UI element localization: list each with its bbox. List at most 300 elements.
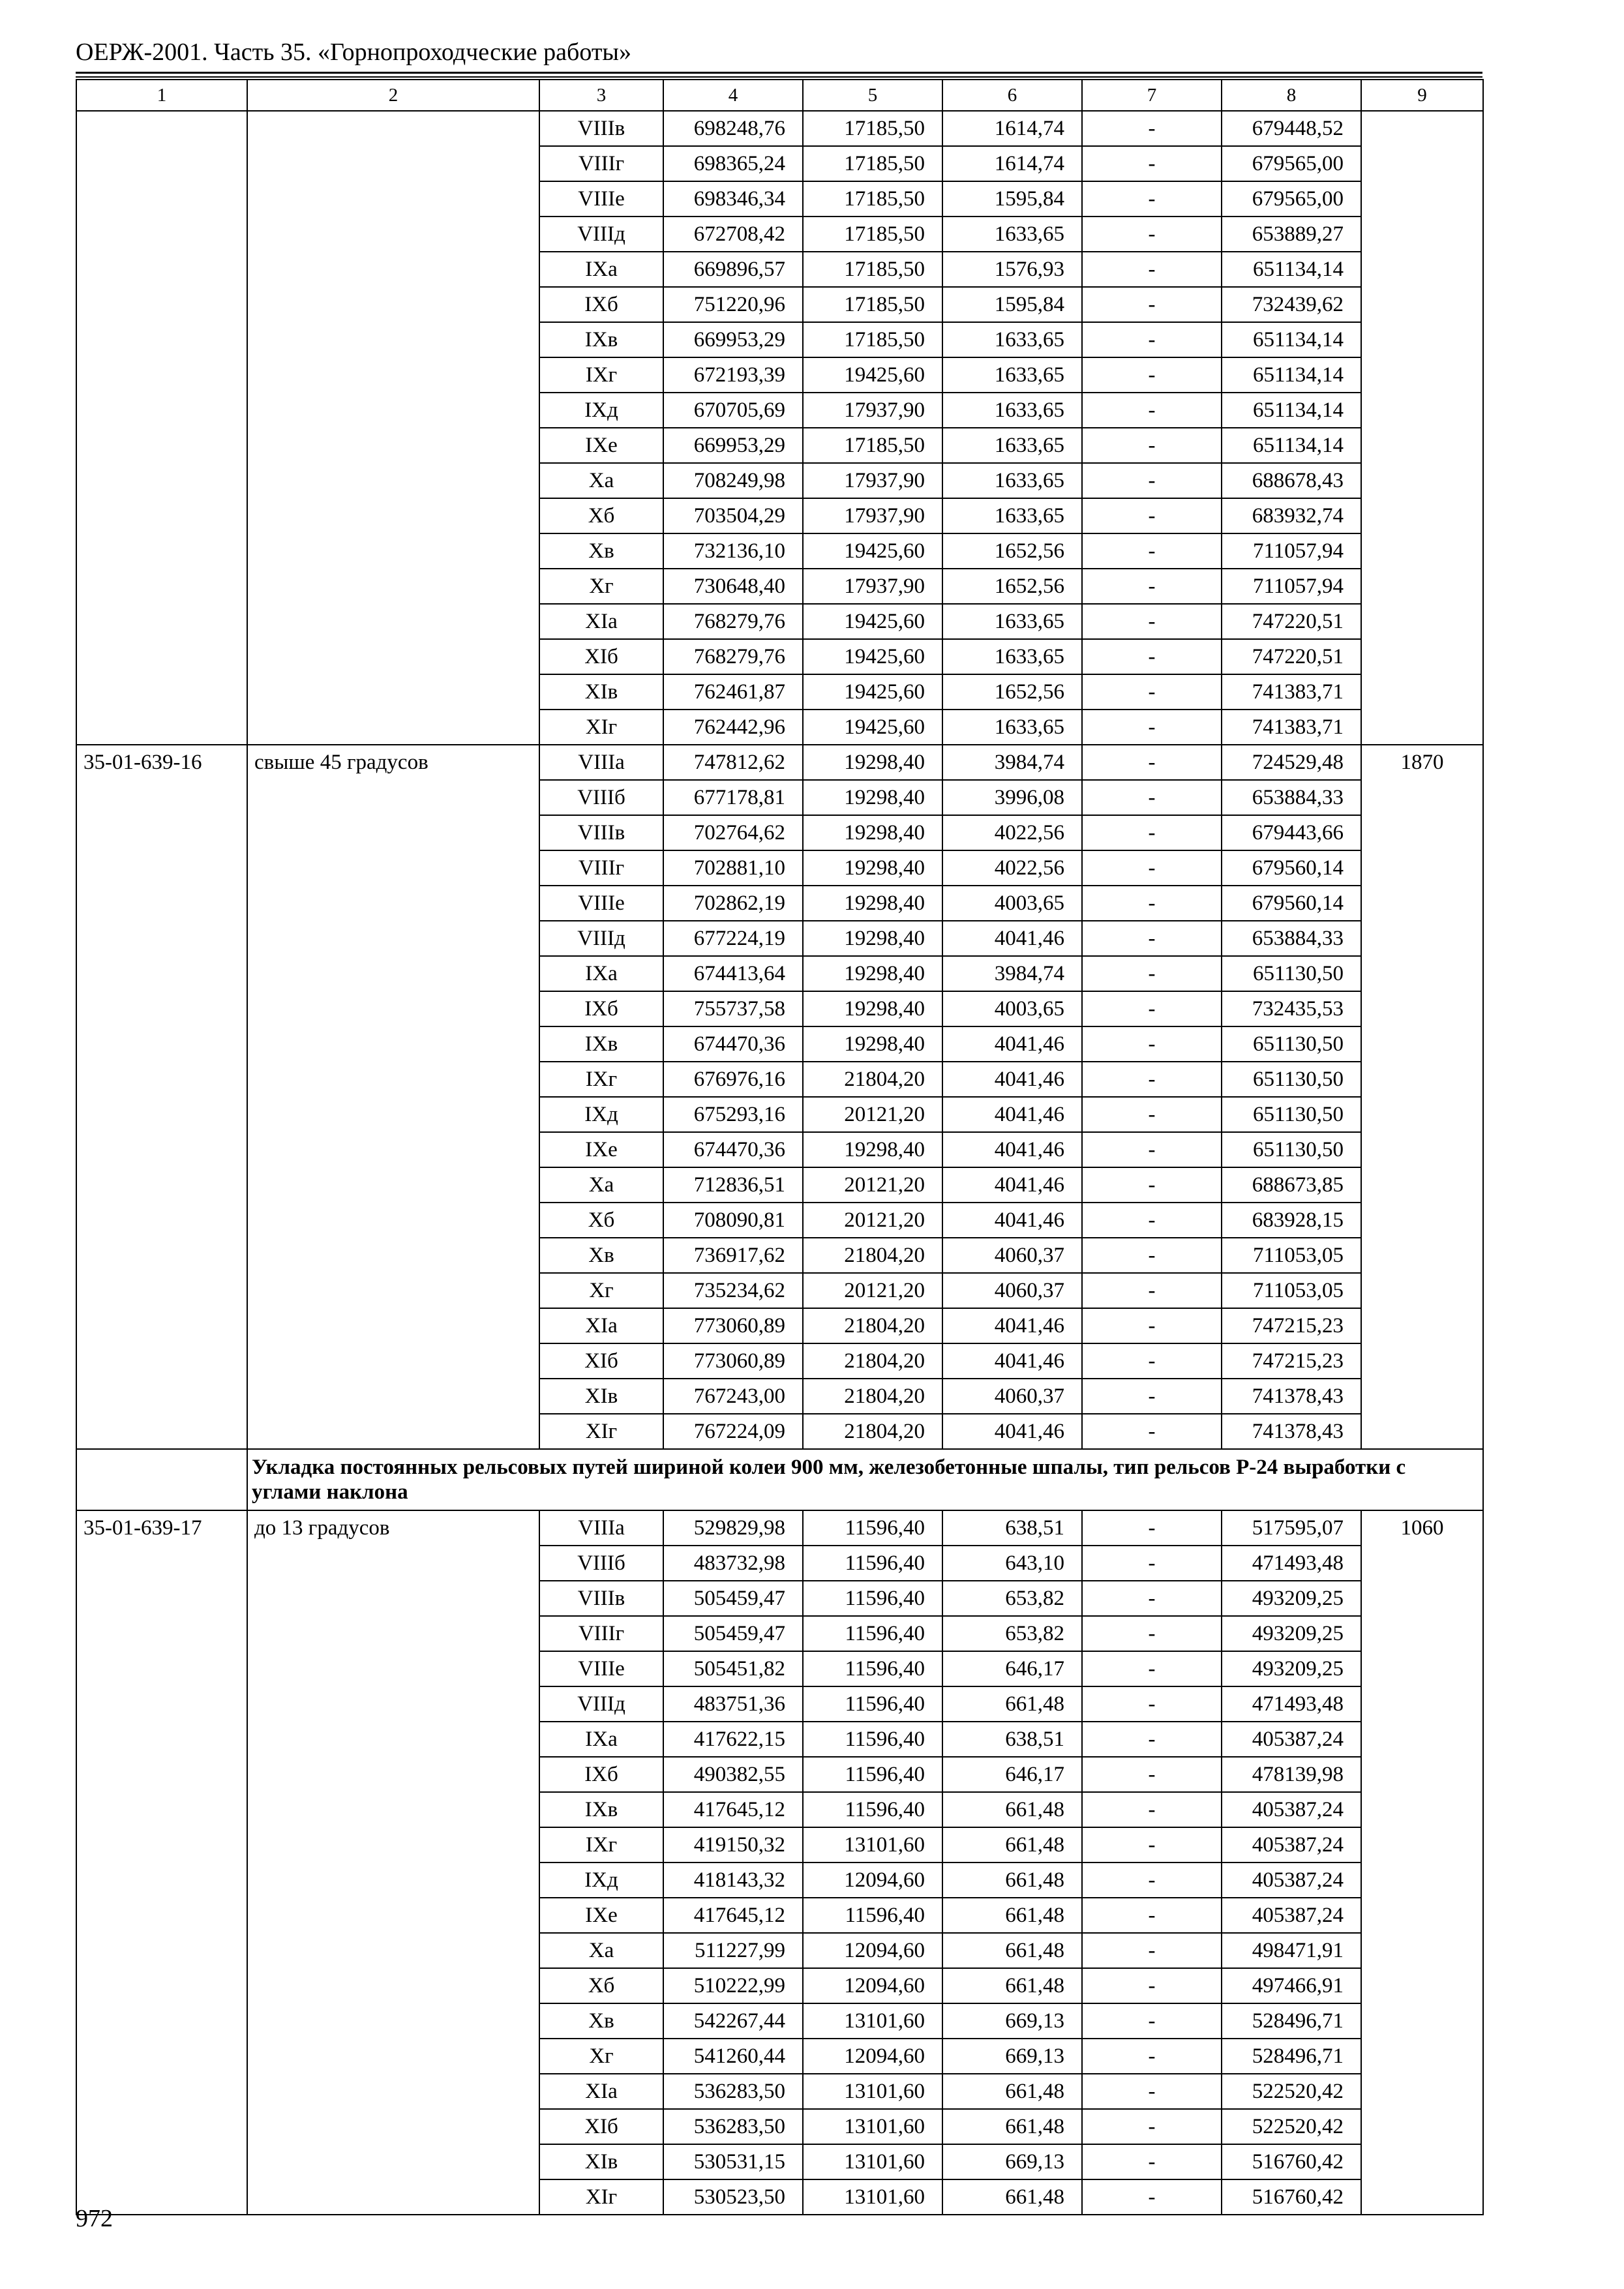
resource-code-cell: IXв	[539, 1792, 663, 1827]
machine-cost-cell: 4022,56	[942, 850, 1082, 886]
materials-cost-cell: 679565,00	[1222, 181, 1361, 217]
direct-cost-cell: 698365,24	[663, 146, 803, 181]
machine-cost-cell: 4022,56	[942, 815, 1082, 850]
machine-cost-cell: 669,13	[942, 2039, 1082, 2074]
resource-code-cell: XIг	[539, 1414, 663, 1449]
direct-cost-cell: 698248,76	[663, 111, 803, 146]
materials-cost-cell: 679443,66	[1222, 815, 1361, 850]
materials-cost-cell: 528496,71	[1222, 2039, 1361, 2074]
resource-code-cell: Xг	[539, 2039, 663, 2074]
wages-cell: 21804,20	[803, 1379, 942, 1414]
driver-wages-cell: -	[1082, 1933, 1222, 1968]
driver-wages-cell: -	[1082, 1827, 1222, 1863]
direct-cost-cell: 542267,44	[663, 2003, 803, 2039]
resource-code-cell: VIIIа	[539, 745, 663, 780]
wages-cell: 19425,60	[803, 533, 942, 569]
direct-cost-cell: 490382,55	[663, 1757, 803, 1792]
direct-cost-cell: 708249,98	[663, 463, 803, 498]
driver-wages-cell: -	[1082, 181, 1222, 217]
machine-cost-cell: 4041,46	[942, 1097, 1082, 1132]
driver-wages-cell: -	[1082, 1273, 1222, 1308]
driver-wages-cell: -	[1082, 1308, 1222, 1343]
direct-cost-cell: 417622,15	[663, 1722, 803, 1757]
materials-cost-cell: 471493,48	[1222, 1686, 1361, 1722]
materials-cost-cell: 653889,27	[1222, 217, 1361, 252]
resource-code-cell: VIIIе	[539, 886, 663, 921]
resource-code-cell: VIIIв	[539, 111, 663, 146]
machine-cost-cell: 1576,93	[942, 252, 1082, 287]
materials-cost-cell: 493209,25	[1222, 1651, 1361, 1686]
resource-code-cell: IXг	[539, 357, 663, 393]
column-number: 5	[803, 80, 942, 111]
direct-cost-cell: 762461,87	[663, 674, 803, 710]
materials-cost-cell: 679448,52	[1222, 111, 1361, 146]
driver-wages-cell: -	[1082, 1616, 1222, 1651]
materials-cost-cell: 651134,14	[1222, 322, 1361, 357]
machine-cost-cell: 661,48	[942, 1863, 1082, 1898]
direct-cost-cell: 483732,98	[663, 1546, 803, 1581]
direct-cost-cell: 674470,36	[663, 1132, 803, 1167]
resource-code-cell: XIа	[539, 1308, 663, 1343]
materials-cost-cell: 497466,91	[1222, 1968, 1361, 2003]
driver-wages-cell: -	[1082, 639, 1222, 674]
direct-cost-cell: 755737,58	[663, 991, 803, 1026]
materials-cost-cell: 732439,62	[1222, 287, 1361, 322]
direct-cost-cell: 747812,62	[663, 745, 803, 780]
direct-cost-cell: 417645,12	[663, 1898, 803, 1933]
direct-cost-cell: 418143,32	[663, 1863, 803, 1898]
col9-cell	[1361, 111, 1483, 745]
machine-cost-cell: 4041,46	[942, 1026, 1082, 1062]
machine-cost-cell: 4041,46	[942, 1308, 1082, 1343]
direct-cost-cell: 530523,50	[663, 2179, 803, 2215]
wages-cell: 11596,40	[803, 1757, 942, 1792]
wages-cell: 21804,20	[803, 1308, 942, 1343]
machine-cost-cell: 4041,46	[942, 1132, 1082, 1167]
driver-wages-cell: -	[1082, 991, 1222, 1026]
materials-cost-cell: 405387,24	[1222, 1863, 1361, 1898]
machine-cost-cell: 661,48	[942, 1827, 1082, 1863]
direct-cost-cell: 708090,81	[663, 1203, 803, 1238]
resource-code-cell: VIIIв	[539, 1581, 663, 1616]
wages-cell: 17185,50	[803, 252, 942, 287]
table-row	[76, 745, 1483, 780]
materials-cost-cell: 653884,33	[1222, 921, 1361, 956]
machine-cost-cell: 1633,65	[942, 322, 1082, 357]
wages-cell: 17185,50	[803, 428, 942, 463]
resource-code-cell: IXг	[539, 1062, 663, 1097]
section-blank-cell	[76, 1449, 247, 1510]
resource-code-cell: IXе	[539, 428, 663, 463]
machine-cost-cell: 4041,46	[942, 921, 1082, 956]
wages-cell: 21804,20	[803, 1343, 942, 1379]
machine-cost-cell: 4003,65	[942, 991, 1082, 1026]
wages-cell: 20121,20	[803, 1167, 942, 1203]
materials-cost-cell: 747220,51	[1222, 604, 1361, 639]
wages-cell: 11596,40	[803, 1546, 942, 1581]
direct-cost-cell: 541260,44	[663, 2039, 803, 2074]
materials-cost-cell: 516760,42	[1222, 2179, 1361, 2215]
wages-cell: 19425,60	[803, 639, 942, 674]
driver-wages-cell: -	[1082, 1132, 1222, 1167]
wages-cell: 19298,40	[803, 956, 942, 991]
resource-code-cell: Xб	[539, 1203, 663, 1238]
resource-code-cell: VIIIд	[539, 921, 663, 956]
materials-cost-cell: 688673,85	[1222, 1167, 1361, 1203]
driver-wages-cell: -	[1082, 498, 1222, 533]
page-header: ОЕРЖ-2001. Часть 35. «Горнопроходческие работы»	[76, 38, 631, 66]
direct-cost-cell: 736917,62	[663, 1238, 803, 1273]
wages-cell: 20121,20	[803, 1273, 942, 1308]
machine-cost-cell: 4060,37	[942, 1379, 1082, 1414]
direct-cost-cell: 511227,99	[663, 1933, 803, 1968]
machine-cost-cell: 4041,46	[942, 1062, 1082, 1097]
machine-cost-cell: 661,48	[942, 1933, 1082, 1968]
resource-code-cell: XIб	[539, 639, 663, 674]
resource-code-cell: IXб	[539, 991, 663, 1026]
resource-code-cell: VIIIб	[539, 780, 663, 815]
direct-cost-cell: 530531,15	[663, 2144, 803, 2179]
machine-cost-cell: 661,48	[942, 1968, 1082, 2003]
resource-code-cell: XIв	[539, 1379, 663, 1414]
norm-name-cell: до 13 градусов	[247, 1510, 539, 2215]
machine-cost-cell: 1595,84	[942, 287, 1082, 322]
materials-cost-cell: 651134,14	[1222, 252, 1361, 287]
materials-cost-cell: 747215,23	[1222, 1343, 1361, 1379]
rates-table	[76, 79, 1484, 2215]
materials-cost-cell: 741383,71	[1222, 710, 1361, 745]
materials-cost-cell: 651134,14	[1222, 428, 1361, 463]
driver-wages-cell: -	[1082, 1026, 1222, 1062]
driver-wages-cell: -	[1082, 1343, 1222, 1379]
table-row	[76, 111, 1483, 146]
col9-cell: 1060	[1361, 1510, 1483, 2215]
direct-cost-cell: 672708,42	[663, 217, 803, 252]
machine-cost-cell: 638,51	[942, 1510, 1082, 1546]
machine-cost-cell: 669,13	[942, 2003, 1082, 2039]
resource-code-cell: IXв	[539, 322, 663, 357]
direct-cost-cell: 483751,36	[663, 1686, 803, 1722]
resource-code-cell: XIа	[539, 604, 663, 639]
direct-cost-cell: 505459,47	[663, 1616, 803, 1651]
resource-code-cell: IXа	[539, 956, 663, 991]
materials-cost-cell: 651130,50	[1222, 956, 1361, 991]
driver-wages-cell: -	[1082, 1686, 1222, 1722]
direct-cost-cell: 773060,89	[663, 1343, 803, 1379]
direct-cost-cell: 670705,69	[663, 393, 803, 428]
page-number: 972	[76, 2205, 113, 2232]
wages-cell: 19425,60	[803, 710, 942, 745]
wages-cell: 17185,50	[803, 322, 942, 357]
wages-cell: 19298,40	[803, 850, 942, 886]
driver-wages-cell: -	[1082, 428, 1222, 463]
column-number: 3	[539, 80, 663, 111]
materials-cost-cell: 741378,43	[1222, 1414, 1361, 1449]
driver-wages-cell: -	[1082, 2179, 1222, 2215]
materials-cost-cell: 516760,42	[1222, 2144, 1361, 2179]
direct-cost-cell: 419150,32	[663, 1827, 803, 1863]
materials-cost-cell: 405387,24	[1222, 1722, 1361, 1757]
machine-cost-cell: 3984,74	[942, 956, 1082, 991]
materials-cost-cell: 679560,14	[1222, 886, 1361, 921]
wages-cell: 19298,40	[803, 921, 942, 956]
direct-cost-cell: 677178,81	[663, 780, 803, 815]
name-cell	[247, 111, 539, 745]
materials-cost-cell: 711057,94	[1222, 533, 1361, 569]
direct-cost-cell: 529829,98	[663, 1510, 803, 1546]
materials-cost-cell: 522520,42	[1222, 2109, 1361, 2144]
column-number: 8	[1222, 80, 1361, 111]
resource-code-cell: Xг	[539, 569, 663, 604]
machine-cost-cell: 4041,46	[942, 1414, 1082, 1449]
resource-code-cell: Xб	[539, 1968, 663, 2003]
machine-cost-cell: 638,51	[942, 1722, 1082, 1757]
machine-cost-cell: 1614,74	[942, 146, 1082, 181]
driver-wages-cell: -	[1082, 1863, 1222, 1898]
materials-cost-cell: 651130,50	[1222, 1026, 1361, 1062]
materials-cost-cell: 732435,53	[1222, 991, 1361, 1026]
machine-cost-cell: 661,48	[942, 2074, 1082, 2109]
resource-code-cell: XIв	[539, 2144, 663, 2179]
materials-cost-cell: 493209,25	[1222, 1616, 1361, 1651]
wages-cell: 20121,20	[803, 1097, 942, 1132]
driver-wages-cell: -	[1082, 956, 1222, 991]
machine-cost-cell: 669,13	[942, 2144, 1082, 2179]
driver-wages-cell: -	[1082, 921, 1222, 956]
materials-cost-cell: 528496,71	[1222, 2003, 1361, 2039]
materials-cost-cell: 651130,50	[1222, 1132, 1361, 1167]
driver-wages-cell: -	[1082, 780, 1222, 815]
machine-cost-cell: 1614,74	[942, 111, 1082, 146]
driver-wages-cell: -	[1082, 569, 1222, 604]
direct-cost-cell: 767224,09	[663, 1414, 803, 1449]
direct-cost-cell: 768279,76	[663, 639, 803, 674]
machine-cost-cell: 653,82	[942, 1581, 1082, 1616]
driver-wages-cell: -	[1082, 111, 1222, 146]
direct-cost-cell: 762442,96	[663, 710, 803, 745]
wages-cell: 13101,60	[803, 2109, 942, 2144]
machine-cost-cell: 1633,65	[942, 463, 1082, 498]
wages-cell: 19298,40	[803, 1026, 942, 1062]
machine-cost-cell: 1652,56	[942, 569, 1082, 604]
wages-cell: 13101,60	[803, 2074, 942, 2109]
resource-code-cell: Xа	[539, 1933, 663, 1968]
machine-cost-cell: 1633,65	[942, 217, 1082, 252]
materials-cost-cell: 522520,42	[1222, 2074, 1361, 2109]
driver-wages-cell: -	[1082, 1203, 1222, 1238]
direct-cost-cell: 730648,40	[663, 569, 803, 604]
driver-wages-cell: -	[1082, 533, 1222, 569]
column-number: 6	[942, 80, 1082, 111]
wages-cell: 13101,60	[803, 2179, 942, 2215]
resource-code-cell: Xа	[539, 463, 663, 498]
resource-code-cell: VIIIв	[539, 815, 663, 850]
column-number: 9	[1361, 80, 1483, 111]
code-cell	[76, 111, 247, 745]
resource-code-cell: VIIIб	[539, 1546, 663, 1581]
direct-cost-cell: 505451,82	[663, 1651, 803, 1686]
materials-cost-cell: 679560,14	[1222, 850, 1361, 886]
direct-cost-cell: 702881,10	[663, 850, 803, 886]
resource-code-cell: VIIIа	[539, 1510, 663, 1546]
machine-cost-cell: 661,48	[942, 2179, 1082, 2215]
wages-cell: 17185,50	[803, 146, 942, 181]
resource-code-cell: IXд	[539, 1863, 663, 1898]
driver-wages-cell: -	[1082, 1238, 1222, 1273]
wages-cell: 17185,50	[803, 181, 942, 217]
direct-cost-cell: 732136,10	[663, 533, 803, 569]
machine-cost-cell: 4041,46	[942, 1203, 1082, 1238]
machine-cost-cell: 4041,46	[942, 1343, 1082, 1379]
wages-cell: 19298,40	[803, 991, 942, 1026]
machine-cost-cell: 1633,65	[942, 393, 1082, 428]
direct-cost-cell: 536283,50	[663, 2109, 803, 2144]
materials-cost-cell: 653884,33	[1222, 780, 1361, 815]
driver-wages-cell: -	[1082, 2039, 1222, 2074]
section-row	[76, 1449, 1483, 1510]
column-number: 1	[76, 80, 247, 111]
resource-code-cell: IXб	[539, 1757, 663, 1792]
wages-cell: 13101,60	[803, 1827, 942, 1863]
direct-cost-cell: 698346,34	[663, 181, 803, 217]
driver-wages-cell: -	[1082, 745, 1222, 780]
materials-cost-cell: 405387,24	[1222, 1898, 1361, 1933]
driver-wages-cell: -	[1082, 1414, 1222, 1449]
column-numbers-row	[76, 80, 1483, 111]
resource-code-cell: XIг	[539, 2179, 663, 2215]
machine-cost-cell: 3984,74	[942, 745, 1082, 780]
direct-cost-cell: 675293,16	[663, 1097, 803, 1132]
wages-cell: 20121,20	[803, 1203, 942, 1238]
direct-cost-cell: 674413,64	[663, 956, 803, 991]
direct-cost-cell: 669953,29	[663, 428, 803, 463]
direct-cost-cell: 702862,19	[663, 886, 803, 921]
wages-cell: 17937,90	[803, 569, 942, 604]
driver-wages-cell: -	[1082, 1510, 1222, 1546]
wages-cell: 17185,50	[803, 217, 942, 252]
driver-wages-cell: -	[1082, 217, 1222, 252]
machine-cost-cell: 4060,37	[942, 1238, 1082, 1273]
machine-cost-cell: 661,48	[942, 1898, 1082, 1933]
driver-wages-cell: -	[1082, 393, 1222, 428]
direct-cost-cell: 536283,50	[663, 2074, 803, 2109]
wages-cell: 19298,40	[803, 745, 942, 780]
driver-wages-cell: -	[1082, 252, 1222, 287]
materials-cost-cell: 651130,50	[1222, 1062, 1361, 1097]
resource-code-cell: IXа	[539, 1722, 663, 1757]
materials-cost-cell: 711053,05	[1222, 1238, 1361, 1273]
direct-cost-cell: 735234,62	[663, 1273, 803, 1308]
wages-cell: 11596,40	[803, 1898, 942, 1933]
machine-cost-cell: 661,48	[942, 1686, 1082, 1722]
direct-cost-cell: 510222,99	[663, 1968, 803, 2003]
table-row	[76, 1510, 1483, 1546]
machine-cost-cell: 646,17	[942, 1757, 1082, 1792]
machine-cost-cell: 4041,46	[942, 1167, 1082, 1203]
driver-wages-cell: -	[1082, 674, 1222, 710]
materials-cost-cell: 471493,48	[1222, 1546, 1361, 1581]
wages-cell: 12094,60	[803, 1968, 942, 2003]
wages-cell: 12094,60	[803, 1933, 942, 1968]
wages-cell: 17185,50	[803, 287, 942, 322]
machine-cost-cell: 1652,56	[942, 674, 1082, 710]
materials-cost-cell: 688678,43	[1222, 463, 1361, 498]
resource-code-cell: Xв	[539, 1238, 663, 1273]
materials-cost-cell: 679565,00	[1222, 146, 1361, 181]
driver-wages-cell: -	[1082, 146, 1222, 181]
resource-code-cell: IXд	[539, 1097, 663, 1132]
machine-cost-cell: 1633,65	[942, 604, 1082, 639]
driver-wages-cell: -	[1082, 1062, 1222, 1097]
materials-cost-cell: 478139,98	[1222, 1757, 1361, 1792]
machine-cost-cell: 1633,65	[942, 639, 1082, 674]
resource-code-cell: Xа	[539, 1167, 663, 1203]
wages-cell: 11596,40	[803, 1686, 942, 1722]
materials-cost-cell: 405387,24	[1222, 1827, 1361, 1863]
resource-code-cell: IXг	[539, 1827, 663, 1863]
wages-cell: 19298,40	[803, 886, 942, 921]
driver-wages-cell: -	[1082, 1097, 1222, 1132]
driver-wages-cell: -	[1082, 2003, 1222, 2039]
section-title: Укладка постоянных рельсовых путей шириной колеи 900 мм, железобетонные шпалы, тип рельсов Р-24 выработки с углами наклона	[247, 1449, 1483, 1510]
wages-cell: 19425,60	[803, 357, 942, 393]
driver-wages-cell: -	[1082, 357, 1222, 393]
driver-wages-cell: -	[1082, 604, 1222, 639]
driver-wages-cell: -	[1082, 287, 1222, 322]
materials-cost-cell: 651134,14	[1222, 393, 1361, 428]
resource-code-cell: XIг	[539, 710, 663, 745]
norm-name-cell: свыше 45 градусов	[247, 745, 539, 1449]
driver-wages-cell: -	[1082, 463, 1222, 498]
resource-code-cell: Xб	[539, 498, 663, 533]
wages-cell: 21804,20	[803, 1238, 942, 1273]
driver-wages-cell: -	[1082, 1757, 1222, 1792]
materials-cost-cell: 683932,74	[1222, 498, 1361, 533]
direct-cost-cell: 676976,16	[663, 1062, 803, 1097]
machine-cost-cell: 3996,08	[942, 780, 1082, 815]
resource-code-cell: IXд	[539, 393, 663, 428]
materials-cost-cell: 683928,15	[1222, 1203, 1361, 1238]
wages-cell: 17937,90	[803, 498, 942, 533]
resource-code-cell: XIб	[539, 2109, 663, 2144]
driver-wages-cell: -	[1082, 1792, 1222, 1827]
direct-cost-cell: 672193,39	[663, 357, 803, 393]
driver-wages-cell: -	[1082, 322, 1222, 357]
resource-code-cell: IXе	[539, 1898, 663, 1933]
column-number: 2	[247, 80, 539, 111]
driver-wages-cell: -	[1082, 1651, 1222, 1686]
direct-cost-cell: 751220,96	[663, 287, 803, 322]
resource-code-cell: IXе	[539, 1132, 663, 1167]
wages-cell: 13101,60	[803, 2144, 942, 2179]
wages-cell: 11596,40	[803, 1722, 942, 1757]
resource-code-cell: IXа	[539, 252, 663, 287]
resource-code-cell: Xг	[539, 1273, 663, 1308]
machine-cost-cell: 643,10	[942, 1546, 1082, 1581]
machine-cost-cell: 1652,56	[942, 533, 1082, 569]
direct-cost-cell: 417645,12	[663, 1792, 803, 1827]
norm-code-cell: 35-01-639-16	[76, 745, 247, 1449]
wages-cell: 12094,60	[803, 1863, 942, 1898]
direct-cost-cell: 767243,00	[663, 1379, 803, 1414]
machine-cost-cell: 661,48	[942, 1792, 1082, 1827]
driver-wages-cell: -	[1082, 850, 1222, 886]
column-number: 4	[663, 80, 803, 111]
materials-cost-cell: 711057,94	[1222, 569, 1361, 604]
resource-code-cell: VIIIг	[539, 146, 663, 181]
resource-code-cell: XIа	[539, 2074, 663, 2109]
materials-cost-cell: 405387,24	[1222, 1792, 1361, 1827]
